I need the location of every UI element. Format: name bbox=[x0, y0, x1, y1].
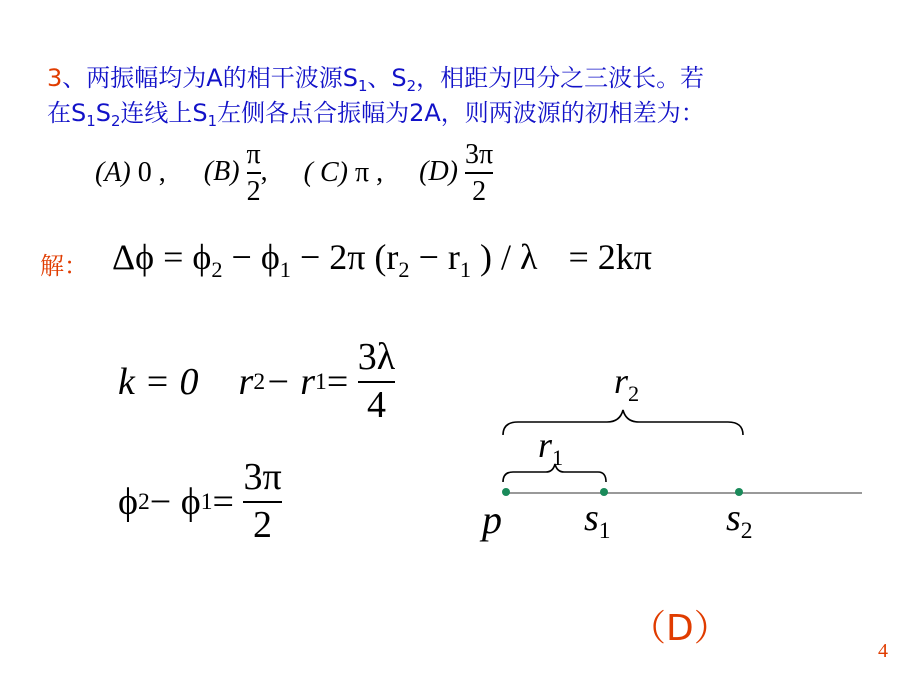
option-b: (B) $\frac{\pi}{2}$ , bbox=[203, 138, 268, 207]
r2-label: $r_2$ bbox=[614, 361, 640, 406]
option-c: ( C) π , bbox=[303, 157, 384, 188]
source-s2-dot bbox=[735, 488, 743, 496]
s1-label: $s_1$ bbox=[584, 497, 611, 545]
equation-rhs: = 2kπ bbox=[568, 237, 652, 277]
question-line-2: 在$S_1S_2$连线上$S_1$左侧各点合振幅为2A，则两波源的初相差为： bbox=[47, 99, 705, 131]
s2-label: $s_2$ bbox=[726, 497, 753, 545]
question-line-1: 3、两振幅均为A的相干波源$S_1$、$S_2$，相距为四分之三波长。若 bbox=[47, 64, 705, 96]
point-p-dot bbox=[502, 488, 510, 496]
phase-difference-equation: $\Delta\phi = \phi_2 - \phi_1 - 2\pi$ ($r_2 - r_1$ ) / λ = 2kπ bbox=[112, 237, 652, 282]
initial-phase-equation: ϕ 2 − ϕ 1 = $\frac{3\pi}{2}$ bbox=[118, 456, 282, 546]
page-number: 4 bbox=[878, 640, 888, 662]
path-difference-equation: k = 0 r 2 − r 1 = $\frac{3\lambda}{4}$ bbox=[118, 336, 396, 426]
r1-label: $r_1$ bbox=[538, 425, 564, 470]
option-a: (A) 0 , bbox=[95, 157, 166, 188]
question-number: 3 bbox=[47, 64, 63, 92]
source-s1-dot bbox=[600, 488, 608, 496]
solution-label: 解： bbox=[40, 252, 88, 280]
option-d: (D) $\frac{3\pi}{2}$ bbox=[419, 138, 494, 207]
answer-label: （D） bbox=[630, 608, 730, 649]
p-label: p bbox=[482, 497, 502, 542]
